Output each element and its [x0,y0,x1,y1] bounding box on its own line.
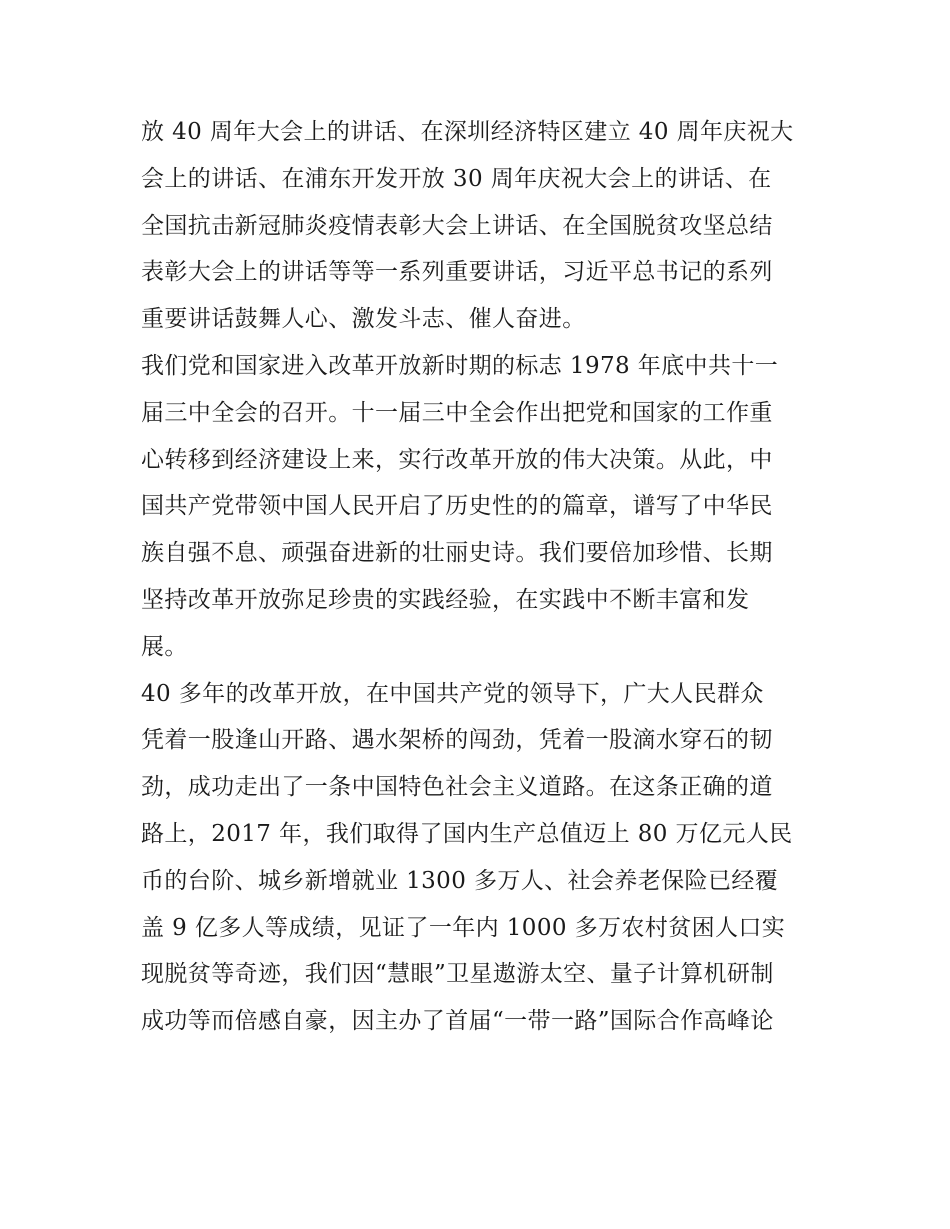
text-line: 会上的讲话、在浦东开发开放 30 周年庆祝大会上的讲话、在 [141,165,772,192]
text-line: 重要讲话鼓舞人心、激发斗志、催人奋进。 [141,306,586,333]
text-line: 路上，2017 年，我们取得了国内生产总值迈上 80 万亿元人民 [141,820,793,847]
text-line: 凭着一股逢山开路、遇水架桥的闯劲，凭着一股滴水穿石的韧 [141,727,773,754]
body-text [141,109,821,1045]
text-line: 盖 9 亿多人等成绩，见证了一年内 1000 多万农村贫困人口实 [141,914,786,941]
text-line: 国共产党带领中国人民开启了历史性的的篇章，谱写了中华民 [141,493,773,520]
text-line: 我们党和国家进入改革开放新时期的标志 1978 年底中共十一 [141,352,779,379]
text-line: 币的台阶、城乡新增就业 1300 多万人、社会养老保险已经覆 [141,867,779,894]
text-line: 心转移到经济建设上来，实行改革开放的伟大决策。从此，中 [141,446,773,473]
text-line: 全国抗击新冠肺炎疫情表彰大会上讲话、在全国脱贫攻坚总结 [141,212,773,239]
text-line: 40 多年的改革开放，在中国共产党的领导下，广大人民群众 [141,680,764,707]
text-line: 族自强不息、顽强奋进新的壮丽史诗。我们要倍加珍惜、长期 [141,540,773,567]
text-line: 展。 [141,633,188,660]
text-line: 放 40 周年大会上的讲话、在深圳经济特区建立 40 周年庆祝大 [141,119,794,145]
text-line: 现脱贫等奇迹，我们因“慧眼”卫星遨游太空、量子计算机研制 [141,961,774,988]
text-line: 劲，成功走出了一条中国特色社会主义道路。在这条正确的道 [141,774,773,801]
text-line: 届三中全会的召开。十一届三中全会作出把党和国家的工作重 [141,399,773,426]
text-line: 表彰大会上的讲话等等一系列重要讲话，习近平总书记的系列 [141,259,773,286]
text-line: 坚持改革开放弥足珍贵的实践经验，在实践中不断丰富和发 [141,586,750,613]
text-line: 成功等而倍感自豪，因主办了首届“一带一路”国际合作高峰论 [141,1008,774,1035]
